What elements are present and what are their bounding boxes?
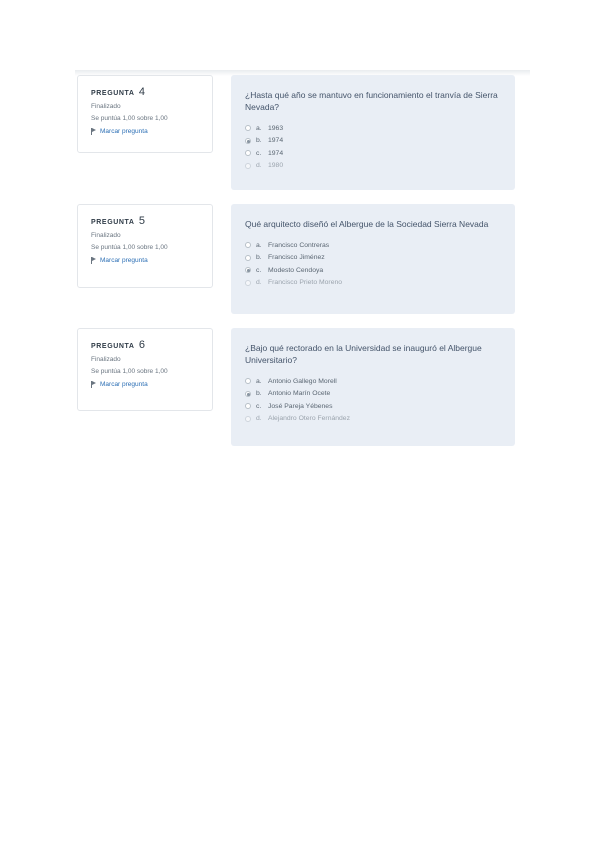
question-title bbox=[91, 86, 212, 98]
answer-option-b[interactable] bbox=[245, 388, 503, 401]
answer-option-a[interactable] bbox=[245, 375, 503, 388]
question-number: 6 bbox=[138, 339, 145, 351]
radio-button[interactable] bbox=[245, 150, 251, 156]
flag-question-link[interactable] bbox=[91, 128, 212, 135]
question-state: Finalizado bbox=[91, 232, 121, 239]
question-score: Se puntúa 1,00 sobre 1,00 bbox=[91, 115, 168, 122]
option-letter: a. bbox=[256, 377, 262, 385]
option-text: 1963 bbox=[268, 124, 284, 132]
question-content-5 bbox=[231, 204, 515, 314]
question-content-4 bbox=[231, 75, 515, 190]
question-score: Se puntúa 1,00 sobre 1,00 bbox=[91, 244, 168, 251]
answer-option-d[interactable] bbox=[245, 413, 503, 426]
answer-option-c[interactable] bbox=[245, 264, 503, 277]
option-text: Antonio Gallego Morell bbox=[268, 377, 337, 385]
answer-list bbox=[245, 122, 503, 172]
answer-option-b[interactable] bbox=[245, 252, 503, 265]
question-info-6 bbox=[77, 328, 213, 411]
option-text: 1974 bbox=[268, 149, 284, 157]
radio-button[interactable] bbox=[245, 403, 251, 409]
flag-label: Marcar pregunta bbox=[100, 381, 148, 388]
question-content-6 bbox=[231, 328, 515, 446]
question-text: ¿Bajo qué rectorado en la Universidad se inauguró el Albergue Universitario? bbox=[245, 343, 482, 365]
flag-label: Marcar pregunta bbox=[100, 257, 148, 264]
question-state: Finalizado bbox=[91, 103, 121, 110]
option-letter: c. bbox=[256, 402, 262, 410]
question-title bbox=[91, 339, 212, 351]
radio-button[interactable] bbox=[245, 416, 251, 422]
question-label: PREGUNTA bbox=[91, 90, 135, 97]
radio-button[interactable] bbox=[245, 242, 251, 248]
flag-icon bbox=[91, 381, 96, 388]
option-letter: c. bbox=[256, 149, 262, 157]
option-text: Francisco Contreras bbox=[268, 241, 330, 249]
answer-option-d[interactable] bbox=[245, 277, 503, 290]
question-text: ¿Hasta qué año se mantuvo en funcionamiento el tranvía de Sierra Nevada? bbox=[245, 90, 498, 112]
question-number: 4 bbox=[138, 86, 145, 98]
flag-question-link[interactable] bbox=[91, 257, 212, 264]
option-text: Francisco Jiménez bbox=[268, 254, 325, 262]
question-label: PREGUNTA bbox=[91, 219, 135, 226]
radio-button-selected[interactable] bbox=[245, 391, 251, 397]
answer-option-c[interactable] bbox=[245, 400, 503, 413]
question-text: Qué arquitecto diseñó el Albergue de la Sociedad Sierra Nevada bbox=[245, 219, 489, 229]
answer-option-c[interactable] bbox=[245, 147, 503, 160]
radio-button[interactable] bbox=[245, 163, 251, 169]
flag-icon bbox=[91, 257, 96, 264]
answer-list bbox=[245, 239, 503, 289]
flag-question-link[interactable] bbox=[91, 381, 212, 388]
radio-button-selected[interactable] bbox=[245, 138, 251, 144]
question-label: PREGUNTA bbox=[91, 343, 135, 350]
option-letter: b. bbox=[256, 390, 262, 398]
answer-list bbox=[245, 375, 503, 425]
option-text: Francisco Prieto Moreno bbox=[268, 279, 343, 287]
answer-option-a[interactable] bbox=[245, 122, 503, 135]
option-letter: d. bbox=[256, 415, 262, 423]
answer-option-d[interactable] bbox=[245, 160, 503, 173]
option-text: José Pareja Yébenes bbox=[268, 402, 333, 410]
option-text: 1974 bbox=[268, 137, 284, 145]
option-letter: d. bbox=[256, 279, 262, 287]
radio-button[interactable] bbox=[245, 280, 251, 286]
option-letter: a. bbox=[256, 241, 262, 249]
question-info-5 bbox=[77, 204, 213, 288]
flag-label: Marcar pregunta bbox=[100, 128, 148, 135]
option-letter: b. bbox=[256, 254, 262, 262]
option-letter: c. bbox=[256, 266, 262, 274]
option-letter: b. bbox=[256, 137, 262, 145]
option-text: Alejandro Otero Fernández bbox=[268, 415, 350, 423]
question-title bbox=[91, 215, 212, 227]
radio-button[interactable] bbox=[245, 125, 251, 131]
question-info-4 bbox=[77, 75, 213, 153]
radio-button[interactable] bbox=[245, 255, 251, 261]
flag-icon bbox=[91, 128, 96, 135]
radio-button[interactable] bbox=[245, 378, 251, 384]
question-state: Finalizado bbox=[91, 356, 121, 363]
answer-option-b[interactable] bbox=[245, 135, 503, 148]
option-letter: a. bbox=[256, 124, 262, 132]
question-number: 5 bbox=[138, 215, 145, 227]
answer-option-a[interactable] bbox=[245, 239, 503, 252]
option-text: Antonio Marín Ocete bbox=[268, 390, 331, 398]
option-letter: d. bbox=[256, 162, 262, 170]
option-text: Modesto Cendoya bbox=[268, 266, 324, 274]
radio-button-selected[interactable] bbox=[245, 267, 251, 273]
option-text: 1980 bbox=[268, 162, 284, 170]
question-score: Se puntúa 1,00 sobre 1,00 bbox=[91, 368, 168, 375]
